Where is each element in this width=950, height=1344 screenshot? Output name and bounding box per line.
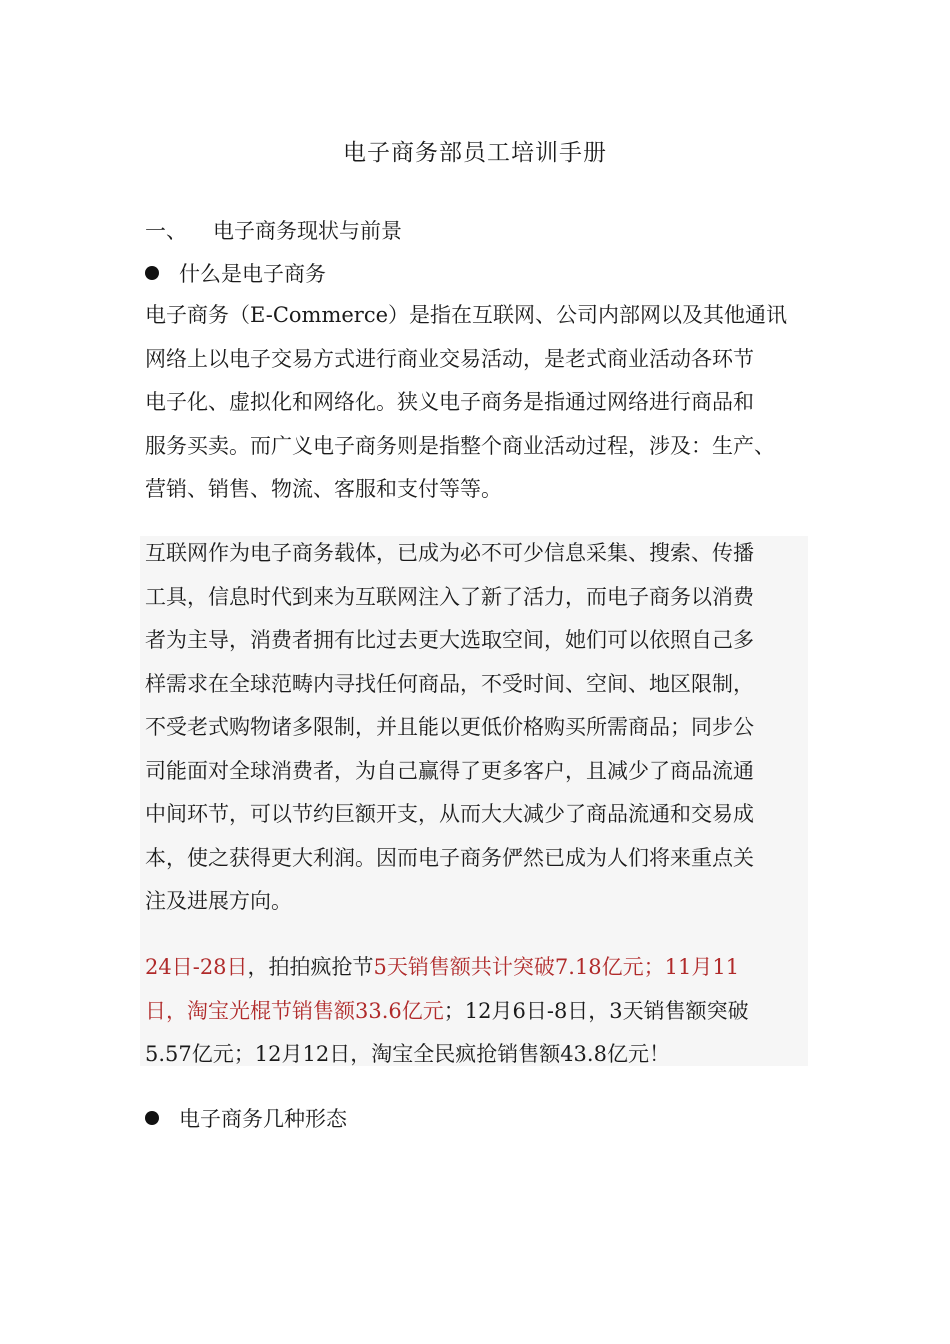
highlight-text: 5天销售额共计突破7.18亿元；11月11 bbox=[373, 955, 740, 979]
section-heading-1 bbox=[145, 215, 402, 245]
paragraph-internet-carrier bbox=[145, 532, 825, 924]
bullet-item-ecommerce-forms bbox=[145, 1103, 347, 1133]
document-title: 电子商务部员工培训手册 bbox=[343, 140, 607, 166]
paragraph-sales-figures bbox=[145, 946, 825, 1077]
highlight-text: 24日-28日 bbox=[145, 955, 248, 979]
paragraph-definition bbox=[145, 294, 825, 512]
paragraph-line: 工具，信息时代到来为互联网注入了新了活力，而电子商务以消费 bbox=[145, 584, 754, 609]
bullet-dot-icon bbox=[145, 1111, 159, 1125]
paragraph-line: 本，使之获得更大利润。因而电子商务俨然已成为人们将来重点关 bbox=[145, 845, 754, 870]
bullet-label: 什么是电子商务 bbox=[179, 262, 326, 286]
highlight-text: 日，淘宝光棍节销售额33.6亿元 bbox=[145, 998, 444, 1023]
section-number: 一、 bbox=[145, 219, 187, 243]
section-label: 电子商务现状与前景 bbox=[213, 219, 402, 243]
bullet-item-what-is-ecommerce bbox=[145, 258, 326, 288]
paragraph-line: 网络上以电子交易方式进行商业交易活动，是老式商业活动各环节 bbox=[145, 346, 754, 371]
paragraph-line: 互联网作为电子商务载体，已成为必不可少信息采集、搜索、传播 bbox=[145, 541, 754, 565]
paragraph-line: 营销、销售、物流、客服和支付等等。 bbox=[145, 477, 502, 501]
paragraph-line bbox=[145, 990, 825, 1034]
bullet-label: 电子商务几种形态 bbox=[179, 1107, 347, 1131]
paragraph-line: 样需求在全球范畴内寻找任何商品，不受时间、空间、地区限制， bbox=[145, 671, 754, 696]
plain-text: ；12月6日-8日，3天销售额突破 bbox=[443, 998, 749, 1023]
paragraph-line: 5.57亿元；12月12日，淘宝全民疯抢销售额43.8亿元！ bbox=[145, 1042, 670, 1066]
paragraph-line: 服务买卖。而广义电子商务则是指整个商业活动过程，涉及：生产、 bbox=[145, 433, 775, 458]
plain-text: ，拍拍疯抢节 bbox=[247, 955, 374, 979]
paragraph-line: 不受老式购物诸多限制，并且能以更低价格购买所需商品；同步公 bbox=[145, 715, 754, 739]
paragraph-line: 注及进展方向。 bbox=[145, 889, 292, 913]
paragraph-line: 电子商务（E-Commerce）是指在互联网、公司内部网以及其他通讯 bbox=[145, 303, 788, 327]
paragraph-line: 中间环节，可以节约巨额开支，从而大大减少了商品流通和交易成 bbox=[145, 802, 754, 826]
bullet-dot-icon bbox=[145, 266, 159, 280]
paragraph-line: 电子化、虚拟化和网络化。狭义电子商务是指通过网络进行商品和 bbox=[145, 390, 754, 414]
paragraph-line: 者为主导，消费者拥有比过去更大选取空间，她们可以依照自己多 bbox=[145, 628, 754, 652]
paragraph-line bbox=[145, 946, 825, 990]
paragraph-line: 司能面对全球消费者，为自己赢得了更多客户，且减少了商品流通 bbox=[145, 758, 754, 783]
